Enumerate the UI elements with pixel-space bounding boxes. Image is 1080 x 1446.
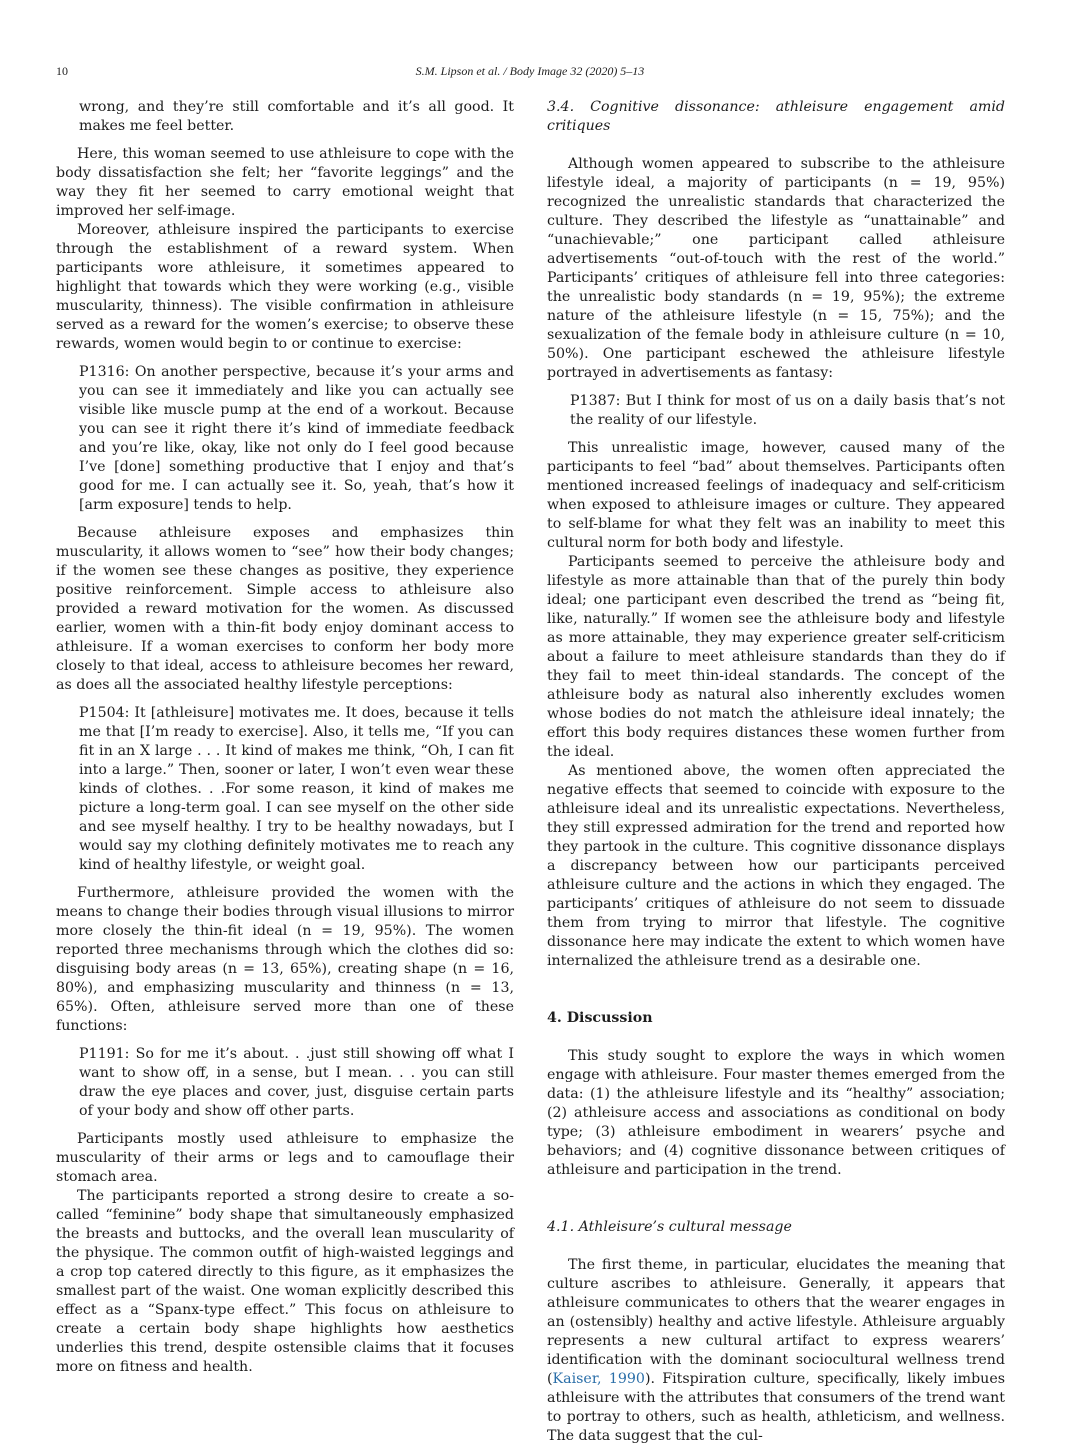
participant-quote: P1316: On another perspective, because it’s your arms and you can see it immediately and like you can actually see visible like muscle pump at the end of a workout. Because you can see it right there it’s kind of immediate feedback and you’re like, okay, like not only do I feel good because I’ve [done] something productive that I enjoy and that’s good for me. I can actually see it. So, yeah, that’s how it [arm exposure] tends to help. xyxy=(79,364,514,513)
section-heading-3-4: 3.4. Cognitive dissonance: athleisure engagement amid critiques xyxy=(547,99,1005,134)
section-heading-4-1: 4.1. Athleisure’s cultural message xyxy=(547,1219,792,1235)
participant-quote: P1387: But I think for most of us on a daily basis that’s not the reality of our lifestyle. xyxy=(570,393,1005,428)
right-column xyxy=(547,98,1005,1446)
paragraph xyxy=(547,1256,1005,1446)
paragraph: Moreover, athleisure inspired the participants to exercise through the establishment of a reward system. When participants wore athleisure, it sometimes appeared to highlight that towards which they were working (e.g., visible muscularity, thinness). The visible confirmation in athleisure served as a reward for the women’s exercise; to observe these rewards, women would begin to or continue to exercise: xyxy=(56,222,514,352)
paragraph: Because athleisure exposes and emphasizes thin muscularity, it allows women to “see” how their body changes; if the women see these changes as positive, they experience positive reinforcement. Simple access to athleisure also provided a reward motivation for the women. As discussed earlier, women with a thin-fit body enjoy dominant access to athleisure. If a woman exercises to conform her body more closely to that ideal, access to athleisure becomes her reward, as does all the associated healthy lifestyle perceptions: xyxy=(56,525,514,693)
page-number: 10 xyxy=(56,64,68,78)
paragraph: As mentioned above, the women often appreciated the negative effects that seemed to coincide with exposure to the athleisure ideal and its unrealistic expectations. Nevertheless, they still expressed admiration for the trend and reported how they partook in the culture. This cognitive dissonance displays a discrepancy between how our participants perceived athleisure culture and the actions in which they engaged. The participants’ critiques of athleisure do not seem to dissuade them from trying to mirror that lifestyle. The cognitive dissonance here may indicate the extent to which women have internalized the athleisure trend as a desirable one. xyxy=(547,763,1005,969)
paragraph: This unrealistic image, however, caused many of the participants to feel “bad” about themselves. Participants often mentioned increased feelings of inadequacy and self-criticism when exposed to athleisure images or culture. They appeared to self-blame for what they felt was an inability to meet this cultural norm for both body and lifestyle. xyxy=(547,440,1005,551)
paragraph: Participants seemed to perceive the athleisure body and lifestyle as more attainable than that of the purely thin body ideal; one participant even described the trend as “being fit, like, naturally.” If women see the athleisure body and lifestyle as more attainable, they may experience greater self-criticism about a failure to meet athleisure standards than they do if they fail to meet thin-ideal standards. The concept of the athleisure body as natural also inherently excludes women whose bodies do not match the athleisure ideal innately; the effort this body requires distances these women further from the ideal. xyxy=(547,554,1005,760)
paragraph: Furthermore, athleisure provided the women with the means to change their bodies through visual illusions to mirror more closely the thin-fit ideal (n = 19, 95%). The women reported three mechanisms through which the clothes did so: disguising body areas (n = 13, 65%), creating shape (n = 16, 80%), and emphasizing muscularity and thinness (n = 13, 65%). Often, athleisure served more than one of these functions: xyxy=(56,885,514,1034)
paragraph: The participants reported a strong desire to create a so-called “feminine” body shape that simultaneously emphasized the breasts and buttocks, and the overall lean muscularity of the physique. The common outfit of high-waisted leggings and a crop top catered directly to this figure, as it emphasizes the smallest part of the waist. One woman explicitly described this effect as a “Spanx-type effect.” This focus on athleisure to create a certain body shape highlights how aesthetics underlies this trend, despite ostensible claims that it focuses more on fitness and health. xyxy=(56,1188,514,1375)
page-header xyxy=(56,64,1004,84)
paragraph-text: The first theme, in particular, elucidates the meaning that culture ascribes to athleisure. Generally, it appears that athleisure communicates to others that the wearer engages in an (ostensibly) healthy and active lifestyle. Athleisure arguably represents a new cultural artifact to express wearers’ identification with the dominant sociocultural wellness trend ( xyxy=(547,1257,1005,1387)
paragraph-text: ). Fitspiration culture, specifically, likely imbues athleisure with the attributes that consumers of the trend want to portray to others, such as health, athleticism, and wellness. The data suggest that the cul- xyxy=(547,1371,1005,1444)
paragraph: This study sought to explore the ways in which women engage with athleisure. Four master themes emerged from the data: (1) the athleisure lifestyle and its “healthy” association; (2) athleisure access and associations as conditional on body type; (3) athleisure embodiment in wearers’ psyche and behaviors; and (4) cognitive dissonance between critiques of athleisure and participation in the trend. xyxy=(547,1048,1005,1178)
left-column xyxy=(56,98,514,1377)
paragraph: Here, this woman seemed to use athleisure to cope with the body dissatisfaction she felt; her “favorite leggings” and the way they fit her seemed to carry emotional weight that improved her self-image. xyxy=(56,146,514,219)
citation-link[interactable]: Kaiser, 1990 xyxy=(552,1371,645,1387)
quote-continuation: wrong, and they’re still comfortable and it’s all good. It makes me feel better. xyxy=(79,99,514,134)
paragraph: Although women appeared to subscribe to the athleisure lifestyle ideal, a majority of participants (n = 19, 95%) recognized the unrealistic standards that characterized the culture. They described the lifestyle as “unattainable” and “unachievable;” one participant called athleisure advertisements “out-of-touch with the rest of the world.” Participants’ critiques of athleisure fell into three categories: the unrealistic body standards (n = 19, 95%); the extreme nature of the athleisure lifestyle (n = 15, 75%); and the sexualization of the female body in athleisure culture (n = 10, 50%). One participant eschewed the athleisure lifestyle portrayed in advertisements as fantasy: xyxy=(547,156,1005,381)
participant-quote: P1504: It [athleisure] motivates me. It does, because it tells me that [I’m ready to exercise]. Also, it tells me, “If you can fit in an X large . . . It kind of makes me think, “Oh, I can fit into a large.” Then, sooner or later, I won’t even wear these kinds of clothes. . .For some reason, it kind of makes me picture a long-term goal. I can see myself on the other side and see myself healthy. I try to be healthy nowadays, but I would say my clothing definitely motivates me to reach any kind of healthy lifestyle, or weight goal. xyxy=(79,705,514,873)
section-heading-4: 4. Discussion xyxy=(547,1010,653,1026)
participant-quote: P1191: So for me it’s about. . .just still showing off what I want to show off, in a sense, but I mean. . . you can still draw the eye places and cover, just, disguise certain parts of your body and show off other parts. xyxy=(79,1046,514,1119)
paragraph: Participants mostly used athleisure to emphasize the muscularity of their arms or legs and to camouflage their stomach area. xyxy=(56,1131,514,1185)
running-title: S.M. Lipson et al. / Body Image 32 (2020) 5–13 xyxy=(415,64,645,78)
